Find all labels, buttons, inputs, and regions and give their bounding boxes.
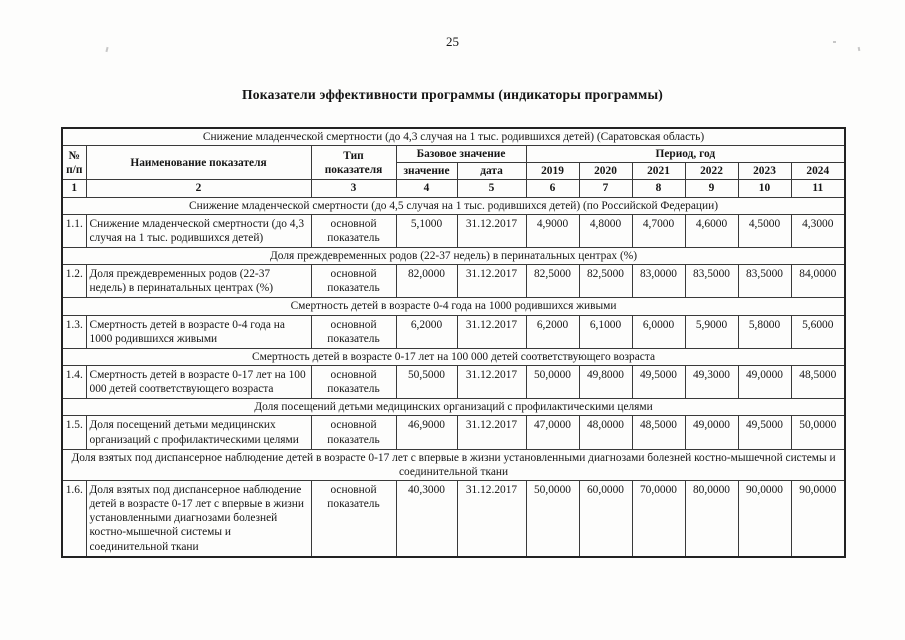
year-value-cell: 83,5000 [685, 265, 738, 298]
year-value-cell: 4,5000 [738, 214, 791, 247]
year-value-cell: 49,8000 [579, 365, 632, 398]
indicator-name-cell: Доля посещений детьми медицинских организаций с профилактическими целями [86, 416, 311, 449]
column-index: 1 [62, 180, 86, 197]
column-index: 7 [579, 180, 632, 197]
indicator-type-cell: основной показатель [311, 265, 396, 298]
indicator-type-cell: основной показатель [311, 416, 396, 449]
section-header-row [62, 247, 845, 264]
year-value-cell: 82,5000 [526, 265, 579, 298]
year-value-cell: 6,0000 [632, 315, 685, 348]
base-date-cell: 31.12.2017 [457, 315, 526, 348]
indicator-name-cell: Доля взятых под диспансерное наблюдение детей в возрасте 0-17 лет с впервые в жизни установленными диагнозами болезней костно-мышечной системы и соединительной ткани [86, 480, 311, 556]
column-index: 5 [457, 180, 526, 197]
header-base-date: дата [457, 163, 526, 180]
header-year: 2023 [738, 163, 791, 180]
header-row-1 [62, 146, 845, 163]
year-value-cell: 4,6000 [685, 214, 738, 247]
header-year: 2024 [791, 163, 845, 180]
section-header: Доля взятых под диспансерное наблюдение детей в возрасте 0-17 лет с впервые в жизни установленными диагнозами болезней костно-мышечной системы и соединительной ткани [62, 449, 845, 480]
year-value-cell: 5,6000 [791, 315, 845, 348]
header-year: 2022 [685, 163, 738, 180]
section-header: Снижение младенческой смертности (до 4,5 случая на 1 тыс. родившихся детей) (по Российской Федерации) [62, 197, 845, 214]
indicator-name-cell: Смертность детей в возрасте 0-17 лет на 100 000 детей соответствующего возраста [86, 365, 311, 398]
header-num: № п/п [62, 146, 86, 180]
row-num-cell: 1.2. [62, 265, 86, 298]
column-index: 6 [526, 180, 579, 197]
header-year: 2020 [579, 163, 632, 180]
section-header: Смертность детей в возрасте 0-17 лет на 100 000 детей соответствующего возраста [62, 348, 845, 365]
row-num-cell: 1.1. [62, 214, 86, 247]
base-value-cell: 50,5000 [396, 365, 457, 398]
year-value-cell: 5,8000 [738, 315, 791, 348]
column-index: 2 [86, 180, 311, 197]
year-value-cell: 49,0000 [738, 365, 791, 398]
row-num-cell: 1.6. [62, 480, 86, 556]
indicator-type-cell: основной показатель [311, 214, 396, 247]
indicator-row [62, 214, 845, 247]
base-value-cell: 40,3000 [396, 480, 457, 556]
section-header: Доля преждевременных родов (22-37 недель) в перинатальных центрах (%) [62, 247, 845, 264]
indicator-name-cell: Доля преждевременных родов (22-37 недель) в перинатальных центрах (%) [86, 265, 311, 298]
year-value-cell: 49,3000 [685, 365, 738, 398]
row-num-cell: 1.4. [62, 365, 86, 398]
year-value-cell: 48,0000 [579, 416, 632, 449]
year-value-cell: 6,1000 [579, 315, 632, 348]
section-header-row [62, 449, 845, 480]
year-value-cell: 5,9000 [685, 315, 738, 348]
row-num-cell: 1.3. [62, 315, 86, 348]
column-index: 3 [311, 180, 396, 197]
year-value-cell: 48,5000 [632, 416, 685, 449]
column-index: 10 [738, 180, 791, 197]
column-index: 8 [632, 180, 685, 197]
indicator-name-cell: Снижение младенческой смертности (до 4,3 случая на 1 тыс. родившихся детей) [86, 214, 311, 247]
indicator-row [62, 480, 845, 556]
year-value-cell: 80,0000 [685, 480, 738, 556]
year-value-cell: 47,0000 [526, 416, 579, 449]
header-name: Наименование показателя [86, 146, 311, 180]
base-date-cell: 31.12.2017 [457, 214, 526, 247]
year-value-cell: 6,2000 [526, 315, 579, 348]
header-year: 2019 [526, 163, 579, 180]
indicator-type-cell: основной показатель [311, 365, 396, 398]
base-value-cell: 82,0000 [396, 265, 457, 298]
year-value-cell: 49,5000 [632, 365, 685, 398]
base-date-cell: 31.12.2017 [457, 365, 526, 398]
year-value-cell: 70,0000 [632, 480, 685, 556]
section-header: Смертность детей в возрасте 0-4 года на 1000 родившихся живыми [62, 298, 845, 315]
header-year: 2021 [632, 163, 685, 180]
year-value-cell: 90,0000 [791, 480, 845, 556]
section-header-row [62, 197, 845, 214]
indicator-row [62, 416, 845, 449]
base-value-cell: 46,9000 [396, 416, 457, 449]
indicator-type-cell: основной показатель [311, 480, 396, 556]
year-value-cell: 60,0000 [579, 480, 632, 556]
header-period: Период, год [526, 146, 845, 163]
year-value-cell: 82,5000 [579, 265, 632, 298]
column-index-row [62, 180, 845, 197]
section-header-row [62, 298, 845, 315]
indicator-row [62, 265, 845, 298]
page-number: 25 [446, 34, 459, 49]
column-index: 4 [396, 180, 457, 197]
year-value-cell: 49,5000 [738, 416, 791, 449]
header-type: Тип показателя [311, 146, 396, 180]
column-index: 9 [685, 180, 738, 197]
base-value-cell: 5,1000 [396, 214, 457, 247]
year-value-cell: 83,0000 [632, 265, 685, 298]
column-index: 11 [791, 180, 845, 197]
year-value-cell: 4,3000 [791, 214, 845, 247]
year-value-cell: 84,0000 [791, 265, 845, 298]
table-caption-row [62, 128, 845, 146]
year-value-cell: 50,0000 [526, 365, 579, 398]
indicator-row [62, 365, 845, 398]
section-header-row [62, 399, 845, 416]
base-date-cell: 31.12.2017 [457, 265, 526, 298]
year-value-cell: 48,5000 [791, 365, 845, 398]
row-num-cell: 1.5. [62, 416, 86, 449]
year-value-cell: 50,0000 [791, 416, 845, 449]
year-value-cell: 83,5000 [738, 265, 791, 298]
indicator-row [62, 315, 845, 348]
base-date-cell: 31.12.2017 [457, 480, 526, 556]
year-value-cell: 90,0000 [738, 480, 791, 556]
indicators-table [61, 127, 846, 558]
header-base-value: значение [396, 163, 457, 180]
header-base: Базовое значение [396, 146, 526, 163]
year-value-cell: 4,8000 [579, 214, 632, 247]
year-value-cell: 4,9000 [526, 214, 579, 247]
table-caption: Снижение младенческой смертности (до 4,3 случая на 1 тыс. родившихся детей) (Саратовская область) [62, 128, 845, 146]
base-date-cell: 31.12.2017 [457, 416, 526, 449]
year-value-cell: 50,0000 [526, 480, 579, 556]
indicator-name-cell: Смертность детей в возрасте 0-4 года на 1000 родившихся живыми [86, 315, 311, 348]
indicator-type-cell: основной показатель [311, 315, 396, 348]
year-value-cell: 4,7000 [632, 214, 685, 247]
section-header: Доля посещений детьми медицинских организаций с профилактическими целями [62, 399, 845, 416]
document-title: Показатели эффективности программы (индикаторы программы) [241, 87, 664, 102]
year-value-cell: 49,0000 [685, 416, 738, 449]
section-header-row [62, 348, 845, 365]
base-value-cell: 6,2000 [396, 315, 457, 348]
